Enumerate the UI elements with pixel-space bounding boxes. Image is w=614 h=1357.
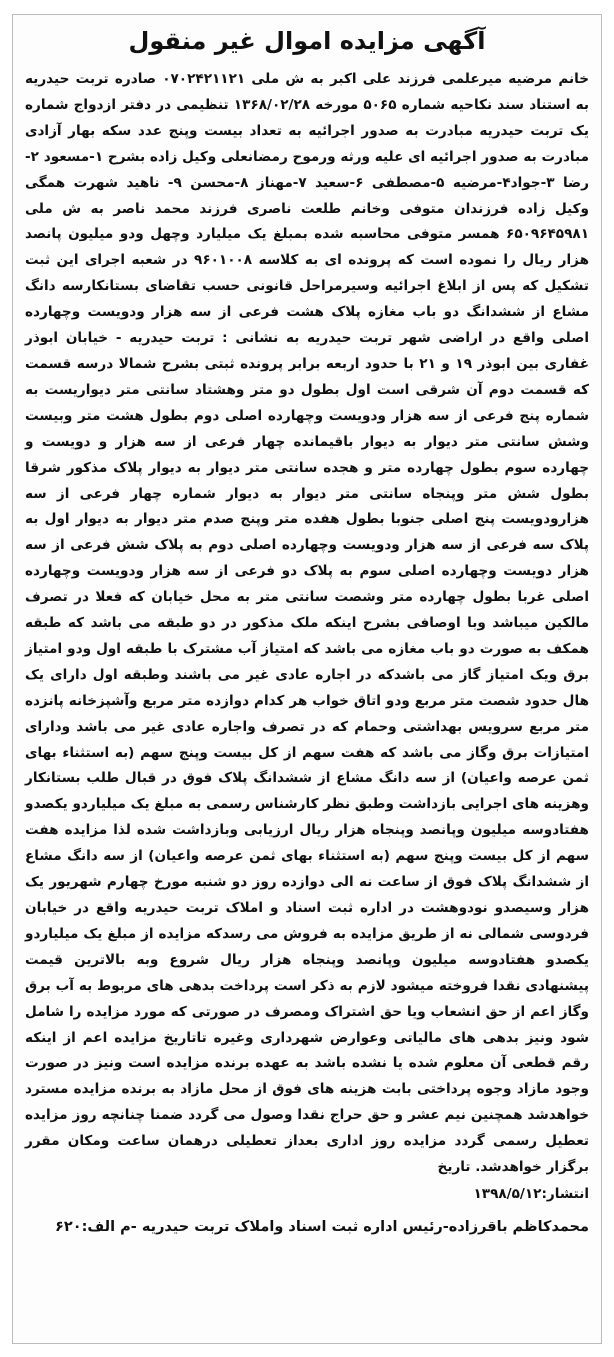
notice-title: آگهی مزایده اموال غیر منقول [128,27,486,55]
signature-line: محمدکاظم باقرزاده-رئیس اداره ثبت اسناد واملاک تربت حیدریه -م الف:۶۲۰ [55,1218,589,1235]
notice-frame [12,14,602,1344]
notice-body: خانم مرضیه میرعلمی فرزند علی اکبر به ش ملی ۰۷۰۲۴۲۱۱۲۱ صادره تربت حیدریه به استناد سند نکاحیه شماره ۵۰۶۵ مورخه ۱۳۶۸/۰۲/۲۸ تنظیمی در دفتر ازدواج شماره یک تربت حیدریه مبادرت به صدور اجرائیه به تعداد بیست وپنج عدد سکه بهار آزادی مبادرت به صدور اجرائیه ای علیه ورثه ورموح رمضانعلی وکیل زاده بشرح ۱-مسعود ۲-رضا ۳-جواد۴-مرضیه ۵-مصطفی ۶-سعید ۷-مهناز ۸-محسن ۹- ناهید شهرت همگی وکیل زاده فرزندان متوفی وخانم طلعت ناصری فرزند محمد ناصر به ش ملی ۶۵۰۹۶۴۵۹۸۱ همسر متوفی محاسبه شده بمبلغ یک میلیارد وچهل ودو میلیون پانصد هزار ریال را نموده است که پرونده ای به کلاسه ۹۶۰۱۰۰۸ در شعبه اجرای این ثبت تشکیل که پس از ابلاغ اجرائیه وسیرمراحل قانونی حسب تقاضای بستانکارسه دانگ مشاع از ششدانگ دو باب مغازه پلاک هشت فرعی از سه هزار ودویست وچهارده اصلی واقع در اراضی شهر تربت حیدریه به نشانی : تربت حیدریه - خیابان ابوذر غفاری بین ابوذر ۱۹ و ۲۱ با حدود اربعه برابر پرونده ثبتی بشرح شمالا درسه قسمت که قسمت دوم آن شرقی است اول بطول دو متر وهشتاد سانتی متر دیواریست به شماره پنج فرعی از سه هزار ودویست وچهارده اصلی دوم بطول هشت متر وبیست وشش سانتی متر دیوار به دیوار باقیمانده چهار فرعی از سه هزار و دویست و چهارده سوم بطول چهارده متر و هجده سانتی متر دیوار به دیوار پلاک مذکور شرقا بطول شش متر وپنجاه سانتی متر دیوار به دیوار شماره چهار فرعی از سه هزارودویست پنج اصلی جنوبا بطول هفده متر وپنج صدم متر دیوار به دیوار اول به پلاک سه فرعی از سه هزار ودویست وچهارده اصلی دوم به پلاک شش فرعی از سه هزار دویست وچهارده اصلی سوم به پلاک دو فرعی از سه هزار ودویست وچهارده اصلی غربا بطول چهارده متر وشصت سانتی متر به محل خیابان که فعلا در تصرف مالکین میباشد وبا اوصافی بشرح اینکه ملک مذکور در دو طبقه می باشد که طبقه همکف به صورت دو باب مغازه می باشد که امتیاز آب مشترک با طبقه اول ودو امتیاز برق ویک امتیاز گاز می باشدکه در اجاره عادی غیر می باشند وطبقه اول دارای یک هال حدود شصت متر مربع ودو اتاق خواب هر کدام دوازده متر مربع وآشپزخانه پانزده متر مربع سرویس بهداشتی وحمام که در تصرف واجاره عادی غیر می باشد ودارای امتیازات برق وگاز می باشد که هفت سهم از کل بیست وپنج سهم (به استثناء بهای ثمن عرصه واعیان) از سه دانگ مشاع از ششدانگ پلاک فوق در قبال طلب بستانکار وهزینه های اجرایی بازداشت وطبق نظر کارشناس رسمی به مبلغ یک میلیاردو یکصدو هفتادوسه میلیون وپانصد وپنجاه هزار ریال ارزیابی وبازداشت شده لذا مزایده هفت سهم از کل بیست وپنج سهم (به استثناء بهای ثمن عرصه واعیان) از سه دانگ مشاع از ششدانگ پلاک فوق از ساعت نه الی دوازده روز دو شنبه مورخ چهارم شهریور یک هزار وسیصدو نودوهشت در اداره ثبت اسناد و املاک تربت حیدریه واقع در خیابان فردوسی شمالی نه از طریق مزایده به فروش می رسدکه مزایده از مبلغ یک میلیاردو یکصدو هفتادوسه میلیون وپانصد وپنجاه هزار ریال شروع وبه بالاترین قیمت پیشنهادی نقدا فروخته میشود لازم به ذکر است پرداخت بدهی های مربوط به آب برق وگاز اعم از حق انشعاب ویا حق اشتراک ومصرف در صورتی که مورد مزایده را شامل شود ونیز بدهی های مالیاتی وعوارض شهرداری وغیره تاتاریخ مزایده اعم از اینکه رقم قطعی آن معلوم شده یا نشده باشد به عهده برنده مزایده است ونیز در صورت وجود مازاد وجوه پرداختی بابت هزینه های فوق از محل مازاد به برنده مزایده مسترد خواهدشد همچنین نیم عشر و حق حراج نقدا وصول می گردد ضمنا چنانچه روز مزایده تعطیل رسمی گردد مزایده روز اداری بعداز تعطیلی درهمان ساعت ومکان مقرر برگزار خواهدشد. تاریخ [25,71,590,1176]
publication-date: انتشار:۱۳۹۸/۵/۱۲ [473,1185,589,1202]
